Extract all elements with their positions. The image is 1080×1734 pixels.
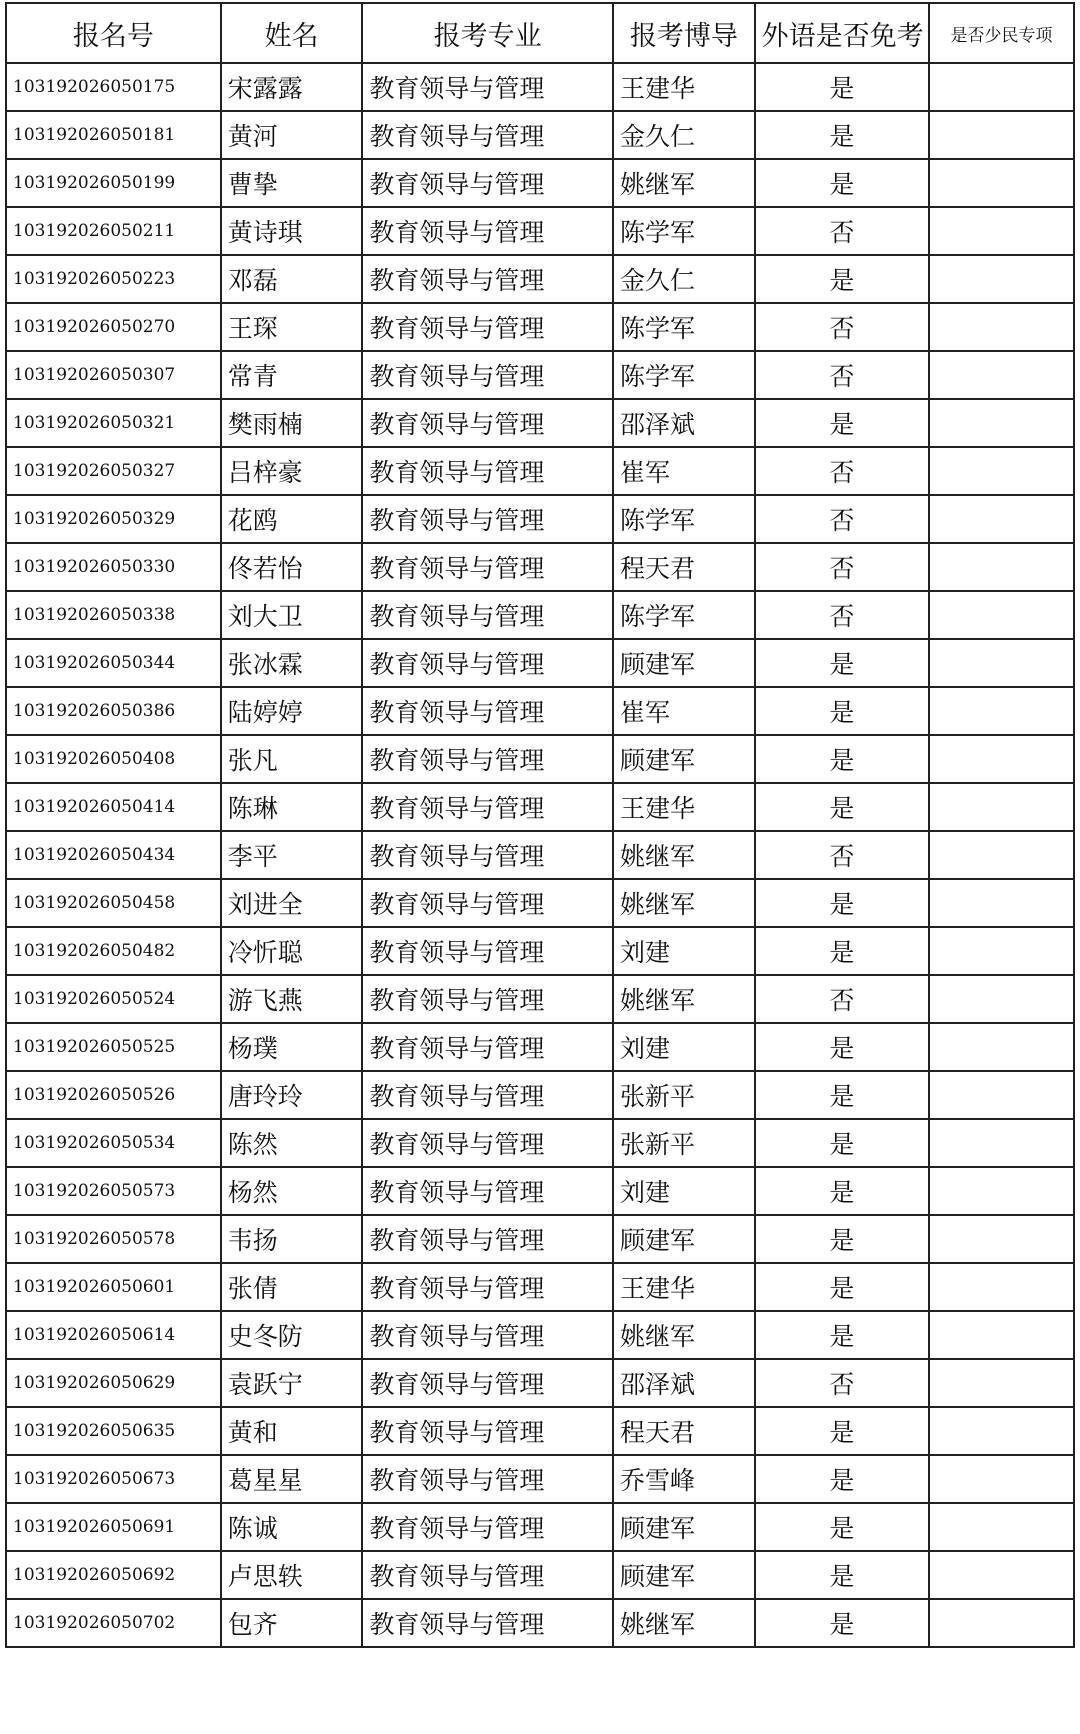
language-exempt-cell: 否 <box>755 1359 929 1407</box>
language-exempt-cell: 否 <box>755 591 929 639</box>
language-exempt-cell: 是 <box>755 1119 929 1167</box>
minority-program-cell <box>929 1551 1074 1599</box>
registration-number-cell: 103192026050199 <box>6 159 221 207</box>
table-row <box>6 831 1074 879</box>
advisor-cell: 顾建军 <box>613 735 755 783</box>
advisor-cell: 顾建军 <box>613 1551 755 1599</box>
table-row <box>6 783 1074 831</box>
name-cell: 曹挚 <box>221 159 363 207</box>
registration-number-cell: 103192026050629 <box>6 1359 221 1407</box>
language-exempt-cell: 是 <box>755 1599 929 1647</box>
table-row <box>6 1119 1074 1167</box>
name-cell: 陆婷婷 <box>221 687 363 735</box>
language-exempt-cell: 是 <box>755 1215 929 1263</box>
major-cell: 教育领导与管理 <box>362 639 613 687</box>
table-row <box>6 255 1074 303</box>
registration-number-cell: 103192026050526 <box>6 1071 221 1119</box>
header-registration-number: 报名号 <box>6 3 221 63</box>
table-row <box>6 111 1074 159</box>
language-exempt-cell: 否 <box>755 831 929 879</box>
advisor-cell: 崔军 <box>613 687 755 735</box>
name-cell: 佟若怡 <box>221 543 363 591</box>
major-cell: 教育领导与管理 <box>362 1455 613 1503</box>
language-exempt-cell: 是 <box>755 1551 929 1599</box>
language-exempt-cell: 是 <box>755 1167 929 1215</box>
major-cell: 教育领导与管理 <box>362 351 613 399</box>
name-cell: 冷忻聪 <box>221 927 363 975</box>
advisor-cell: 姚继军 <box>613 1311 755 1359</box>
name-cell: 陈琳 <box>221 783 363 831</box>
advisor-cell: 程天君 <box>613 543 755 591</box>
language-exempt-cell: 是 <box>755 1263 929 1311</box>
registration-number-cell: 103192026050578 <box>6 1215 221 1263</box>
table-row <box>6 1023 1074 1071</box>
advisor-cell: 金久仁 <box>613 111 755 159</box>
language-exempt-cell: 否 <box>755 543 929 591</box>
advisor-cell: 邵泽斌 <box>613 1359 755 1407</box>
table-row <box>6 975 1074 1023</box>
registration-number-cell: 103192026050330 <box>6 543 221 591</box>
advisor-cell: 陈学军 <box>613 303 755 351</box>
name-cell: 邓磊 <box>221 255 363 303</box>
minority-program-cell <box>929 783 1074 831</box>
language-exempt-cell: 是 <box>755 1023 929 1071</box>
major-cell: 教育领导与管理 <box>362 207 613 255</box>
name-cell: 刘进全 <box>221 879 363 927</box>
advisor-cell: 刘建 <box>613 1023 755 1071</box>
major-cell: 教育领导与管理 <box>362 111 613 159</box>
language-exempt-cell: 否 <box>755 975 929 1023</box>
advisor-cell: 顾建军 <box>613 1503 755 1551</box>
table-header-row <box>6 3 1074 63</box>
table-row <box>6 1359 1074 1407</box>
advisor-cell: 刘建 <box>613 1167 755 1215</box>
minority-program-cell <box>929 1023 1074 1071</box>
name-cell: 杨然 <box>221 1167 363 1215</box>
table-row <box>6 591 1074 639</box>
language-exempt-cell: 是 <box>755 1407 929 1455</box>
minority-program-cell <box>929 1503 1074 1551</box>
registration-number-cell: 103192026050482 <box>6 927 221 975</box>
name-cell: 张冰霖 <box>221 639 363 687</box>
major-cell: 教育领导与管理 <box>362 399 613 447</box>
major-cell: 教育领导与管理 <box>362 1263 613 1311</box>
registration-number-cell: 103192026050223 <box>6 255 221 303</box>
advisor-cell: 崔军 <box>613 447 755 495</box>
advisor-cell: 陈学军 <box>613 207 755 255</box>
major-cell: 教育领导与管理 <box>362 927 613 975</box>
minority-program-cell <box>929 399 1074 447</box>
applicant-table <box>5 2 1075 1648</box>
minority-program-cell <box>929 1263 1074 1311</box>
language-exempt-cell: 是 <box>755 1071 929 1119</box>
advisor-cell: 金久仁 <box>613 255 755 303</box>
language-exempt-cell: 是 <box>755 1455 929 1503</box>
name-cell: 黄河 <box>221 111 363 159</box>
registration-number-cell: 103192026050525 <box>6 1023 221 1071</box>
major-cell: 教育领导与管理 <box>362 1359 613 1407</box>
advisor-cell: 张新平 <box>613 1119 755 1167</box>
name-cell: 陈然 <box>221 1119 363 1167</box>
advisor-cell: 姚继军 <box>613 159 755 207</box>
name-cell: 陈诚 <box>221 1503 363 1551</box>
language-exempt-cell: 是 <box>755 1311 929 1359</box>
registration-number-cell: 103192026050673 <box>6 1455 221 1503</box>
header-language-exempt: 外语是否免考 <box>755 3 929 63</box>
advisor-cell: 刘建 <box>613 927 755 975</box>
name-cell: 史冬防 <box>221 1311 363 1359</box>
minority-program-cell <box>929 1119 1074 1167</box>
minority-program-cell <box>929 1599 1074 1647</box>
minority-program-cell <box>929 1455 1074 1503</box>
advisor-cell: 陈学军 <box>613 591 755 639</box>
major-cell: 教育领导与管理 <box>362 1071 613 1119</box>
registration-number-cell: 103192026050524 <box>6 975 221 1023</box>
major-cell: 教育领导与管理 <box>362 1311 613 1359</box>
language-exempt-cell: 是 <box>755 783 929 831</box>
header-advisor: 报考博导 <box>613 3 755 63</box>
minority-program-cell <box>929 1407 1074 1455</box>
table-row <box>6 1551 1074 1599</box>
language-exempt-cell: 是 <box>755 639 929 687</box>
registration-number-cell: 103192026050408 <box>6 735 221 783</box>
name-cell: 包齐 <box>221 1599 363 1647</box>
table-row <box>6 303 1074 351</box>
language-exempt-cell: 否 <box>755 495 929 543</box>
applicant-list-sheet <box>5 2 1079 1732</box>
minority-program-cell <box>929 735 1074 783</box>
major-cell: 教育领导与管理 <box>362 831 613 879</box>
language-exempt-cell: 是 <box>755 879 929 927</box>
language-exempt-cell: 是 <box>755 927 929 975</box>
language-exempt-cell: 是 <box>755 159 929 207</box>
language-exempt-cell: 否 <box>755 447 929 495</box>
name-cell: 宋露露 <box>221 63 363 111</box>
table-row <box>6 399 1074 447</box>
minority-program-cell <box>929 1071 1074 1119</box>
name-cell: 韦扬 <box>221 1215 363 1263</box>
major-cell: 教育领导与管理 <box>362 447 613 495</box>
minority-program-cell <box>929 543 1074 591</box>
minority-program-cell <box>929 1167 1074 1215</box>
table-row <box>6 735 1074 783</box>
advisor-cell: 程天君 <box>613 1407 755 1455</box>
registration-number-cell: 103192026050691 <box>6 1503 221 1551</box>
name-cell: 卢思轶 <box>221 1551 363 1599</box>
minority-program-cell <box>929 63 1074 111</box>
header-name: 姓名 <box>221 3 363 63</box>
advisor-cell: 姚继军 <box>613 831 755 879</box>
registration-number-cell: 103192026050386 <box>6 687 221 735</box>
header-major: 报考专业 <box>362 3 613 63</box>
language-exempt-cell: 是 <box>755 255 929 303</box>
advisor-cell: 顾建军 <box>613 639 755 687</box>
major-cell: 教育领导与管理 <box>362 1503 613 1551</box>
major-cell: 教育领导与管理 <box>362 1023 613 1071</box>
advisor-cell: 张新平 <box>613 1071 755 1119</box>
registration-number-cell: 103192026050344 <box>6 639 221 687</box>
language-exempt-cell: 是 <box>755 687 929 735</box>
language-exempt-cell: 是 <box>755 1503 929 1551</box>
language-exempt-cell: 是 <box>755 63 929 111</box>
major-cell: 教育领导与管理 <box>362 255 613 303</box>
table-row <box>6 495 1074 543</box>
advisor-cell: 陈学军 <box>613 351 755 399</box>
registration-number-cell: 103192026050175 <box>6 63 221 111</box>
table-row <box>6 927 1074 975</box>
name-cell: 刘大卫 <box>221 591 363 639</box>
name-cell: 王琛 <box>221 303 363 351</box>
major-cell: 教育领导与管理 <box>362 687 613 735</box>
table-row <box>6 1599 1074 1647</box>
registration-number-cell: 103192026050534 <box>6 1119 221 1167</box>
major-cell: 教育领导与管理 <box>362 591 613 639</box>
minority-program-cell <box>929 879 1074 927</box>
advisor-cell: 邵泽斌 <box>613 399 755 447</box>
minority-program-cell <box>929 1311 1074 1359</box>
registration-number-cell: 103192026050270 <box>6 303 221 351</box>
language-exempt-cell: 否 <box>755 207 929 255</box>
table-row <box>6 687 1074 735</box>
major-cell: 教育领导与管理 <box>362 1167 613 1215</box>
minority-program-cell <box>929 159 1074 207</box>
minority-program-cell <box>929 447 1074 495</box>
registration-number-cell: 103192026050321 <box>6 399 221 447</box>
registration-number-cell: 103192026050614 <box>6 1311 221 1359</box>
table-row <box>6 207 1074 255</box>
header-minority-program: 是否少民专项 <box>929 3 1074 63</box>
minority-program-cell <box>929 591 1074 639</box>
table-row <box>6 1407 1074 1455</box>
registration-number-cell: 103192026050702 <box>6 1599 221 1647</box>
name-cell: 张凡 <box>221 735 363 783</box>
registration-number-cell: 103192026050692 <box>6 1551 221 1599</box>
table-row <box>6 543 1074 591</box>
minority-program-cell <box>929 255 1074 303</box>
minority-program-cell <box>929 495 1074 543</box>
table-row <box>6 1455 1074 1503</box>
minority-program-cell <box>929 111 1074 159</box>
advisor-cell: 王建华 <box>613 1263 755 1311</box>
advisor-cell: 姚继军 <box>613 879 755 927</box>
name-cell: 吕梓豪 <box>221 447 363 495</box>
name-cell: 李平 <box>221 831 363 879</box>
minority-program-cell <box>929 927 1074 975</box>
major-cell: 教育领导与管理 <box>362 1551 613 1599</box>
major-cell: 教育领导与管理 <box>362 783 613 831</box>
advisor-cell: 姚继军 <box>613 975 755 1023</box>
name-cell: 花鸥 <box>221 495 363 543</box>
registration-number-cell: 103192026050573 <box>6 1167 221 1215</box>
registration-number-cell: 103192026050327 <box>6 447 221 495</box>
minority-program-cell <box>929 975 1074 1023</box>
major-cell: 教育领导与管理 <box>362 303 613 351</box>
table-row <box>6 159 1074 207</box>
minority-program-cell <box>929 1215 1074 1263</box>
name-cell: 常青 <box>221 351 363 399</box>
language-exempt-cell: 否 <box>755 303 929 351</box>
minority-program-cell <box>929 639 1074 687</box>
registration-number-cell: 103192026050181 <box>6 111 221 159</box>
minority-program-cell <box>929 831 1074 879</box>
advisor-cell: 王建华 <box>613 783 755 831</box>
name-cell: 樊雨楠 <box>221 399 363 447</box>
minority-program-cell <box>929 303 1074 351</box>
major-cell: 教育领导与管理 <box>362 975 613 1023</box>
table-row <box>6 1071 1074 1119</box>
table-row <box>6 63 1074 111</box>
name-cell: 张倩 <box>221 1263 363 1311</box>
table-row <box>6 1311 1074 1359</box>
registration-number-cell: 103192026050635 <box>6 1407 221 1455</box>
name-cell: 葛星星 <box>221 1455 363 1503</box>
registration-number-cell: 103192026050338 <box>6 591 221 639</box>
name-cell: 游飞燕 <box>221 975 363 1023</box>
major-cell: 教育领导与管理 <box>362 543 613 591</box>
language-exempt-cell: 是 <box>755 399 929 447</box>
minority-program-cell <box>929 1359 1074 1407</box>
name-cell: 黄诗琪 <box>221 207 363 255</box>
advisor-cell: 乔雪峰 <box>613 1455 755 1503</box>
registration-number-cell: 103192026050414 <box>6 783 221 831</box>
major-cell: 教育领导与管理 <box>362 159 613 207</box>
table-row <box>6 351 1074 399</box>
major-cell: 教育领导与管理 <box>362 495 613 543</box>
major-cell: 教育领导与管理 <box>362 735 613 783</box>
language-exempt-cell: 是 <box>755 111 929 159</box>
language-exempt-cell: 是 <box>755 735 929 783</box>
registration-number-cell: 103192026050601 <box>6 1263 221 1311</box>
table-row <box>6 1263 1074 1311</box>
name-cell: 杨璞 <box>221 1023 363 1071</box>
major-cell: 教育领导与管理 <box>362 879 613 927</box>
registration-number-cell: 103192026050458 <box>6 879 221 927</box>
advisor-cell: 顾建军 <box>613 1215 755 1263</box>
minority-program-cell <box>929 207 1074 255</box>
table-row <box>6 639 1074 687</box>
advisor-cell: 姚继军 <box>613 1599 755 1647</box>
registration-number-cell: 103192026050434 <box>6 831 221 879</box>
table-row <box>6 1167 1074 1215</box>
registration-number-cell: 103192026050329 <box>6 495 221 543</box>
registration-number-cell: 103192026050307 <box>6 351 221 399</box>
table-row <box>6 447 1074 495</box>
name-cell: 袁跃宁 <box>221 1359 363 1407</box>
table-row <box>6 1215 1074 1263</box>
table-row <box>6 879 1074 927</box>
minority-program-cell <box>929 687 1074 735</box>
major-cell: 教育领导与管理 <box>362 1407 613 1455</box>
major-cell: 教育领导与管理 <box>362 1119 613 1167</box>
advisor-cell: 陈学军 <box>613 495 755 543</box>
name-cell: 黄和 <box>221 1407 363 1455</box>
major-cell: 教育领导与管理 <box>362 1599 613 1647</box>
major-cell: 教育领导与管理 <box>362 63 613 111</box>
major-cell: 教育领导与管理 <box>362 1215 613 1263</box>
table-row <box>6 1503 1074 1551</box>
minority-program-cell <box>929 351 1074 399</box>
registration-number-cell: 103192026050211 <box>6 207 221 255</box>
name-cell: 唐玲玲 <box>221 1071 363 1119</box>
language-exempt-cell: 否 <box>755 351 929 399</box>
advisor-cell: 王建华 <box>613 63 755 111</box>
